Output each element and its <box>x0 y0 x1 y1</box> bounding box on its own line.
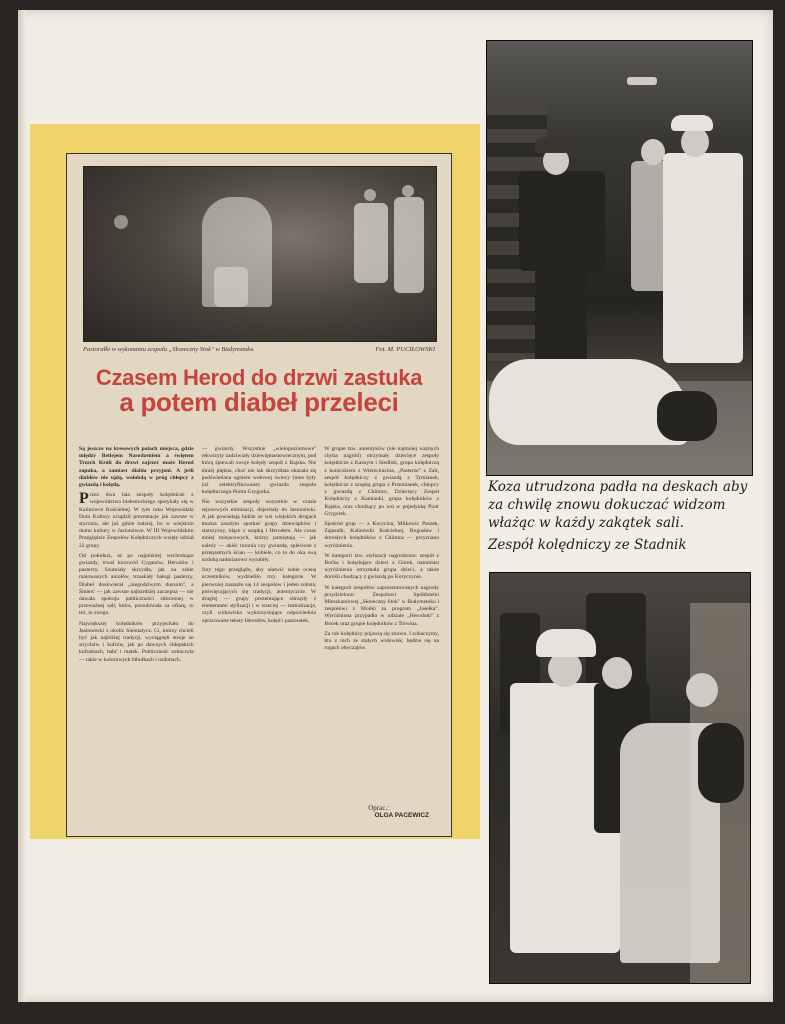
article-paragraph: Za rok kolędnicy pojawią się znowu. I zobaczymy, kto z nich ze stałych widowisk, będzie się na rogach obyczajów. <box>324 630 440 652</box>
article-paragraph: Jury tego przeglądu, aby ułatwić sobie ocenę uczestników, wydzieliło trzy kategorie. W pierwszej znalazło się 14 zespołów i jeden solista, poświęcających się tradycji, autentycznie. W drugiej — grupy prezentujące obrzędy z elementami stylizacji i w trzeciej — teatralizacje, czyli widowiska wykorzystujące odpowiednio opracowane teksty Herodów, kolęd i pastorałek. <box>201 567 317 624</box>
article-signature <box>368 804 429 819</box>
article-paragraph: Od południa, aż po najpóźniej wschodzące gwiazdy, trwał korowód Cyganów, Herodów i pasterzy. Szumiały skrzydła, jak na szkle malowanych aniołów, trzaskały bałogi pasterzy. Diabeł doskwierał „niegodziwym duszom", a Śmierć — jak zawsze najbardziej zaczepna — nie dawała spokoju publiczności stłoczonej w przeważnej sali, która, postukiwała za ofiarę, to też, to swego. <box>79 552 194 617</box>
article-paragraph: Spośród grup — z Korycina, Milkowic Paszek, Zajasnik, Kalinówki Kościelnej, Bogusław i dorosłych kolędników z Chlimca — przyznano wyróżnienia. <box>324 521 440 549</box>
handwritten-note-goat: Koza utrudzona padła na deskach aby za chwilę znowu dokuczać widzom włażąc w każdy zakątek sali. <box>488 479 748 531</box>
clipping-photo <box>83 166 437 342</box>
article-author: OLGA PACEWICZ <box>374 812 429 819</box>
signature-prefix: Oprac.: <box>368 804 389 812</box>
article-columns <box>79 446 439 786</box>
article-paragraph-text: rzez dwa lata zespoły kolędnicze z województwa białostockiego spotykały się w Kalinówce Kościelnej. W tym roku Wojewódzki Dom Kultury urządził prezentacje jak zawsze w styczniu, ale już gdzie indziej, bo w wiejskim domu kultury w Jasionówce. W III Wojewódzkim Przeglądzie Zespołów Kolędniczych wzięły udział 22 grupy. <box>79 492 194 549</box>
newspaper-clipping <box>66 153 452 837</box>
handwritten-notes <box>488 478 753 554</box>
photo-caption <box>83 346 435 353</box>
article-paragraph: Największej kolędników przyjechało do Jasionówki z okolic Siemiatycz. Ci, którzy chcieli być jak najbliżej tradycji, wyciągnęli stroje ze strychów i kufrów, jak po dawnych chłopskich kuframach, babć i matek. Publiczność zobaczyła — takie w kolorowych bibułkach i ozdobach. <box>79 620 194 663</box>
page-gutter <box>18 10 26 1002</box>
article-lead: Są jeszcze na kresowych polach miejsca, gdzie między Betlejem Narodzeniem a świętem Trzech Króli do drzwi zajrzeć może Herod zapuka, a zamiast diabła przyjoni. A jeśli diabłów nie ujdą, wołobdą w próg chłopcy z gwiazdą i kolędą. <box>79 446 194 489</box>
handwritten-note-stadniki: Zespół kolędniczy ze Stadnik <box>488 537 687 553</box>
article-paragraph: W kategorii tzw. stylizacji nagrodzono: zespół z Boćka i kolędujące dzieci z Górek, natomiast wyróżnienia otrzymała grupa dzieci, a także dorośli chodzący z gwiazdą po Koryczynie. <box>324 552 440 581</box>
article-column-1 <box>79 446 194 786</box>
article-paragraph: W grupie tzw. autentyków (nie najmniej ważnych chyba nagród) otrzymały dziecięce zespoły kolędnicze z Kasnym i Siedlisk, grupa kolędniczą z koniczkiem z Wierzchucina, „Pasterze" z Zalr, zespół kolędniczy z gwiazdą z Tymianek, kolędnicze z szopką grupa z Przemianek, chłopcy z gwiazdą z Chlimce, Dziecięcy Zespół Kolędniczy z Kamianki, grupa kolędników z Rajska, oraz chodzący po wsi w pojedynkę Piotr Grygorek. <box>324 446 440 517</box>
article-paragraph: — gwiazdy. Wszystkie „wielopoziomowe" rekwizyty zadziwiały dziewiętnastowiecznym, pod którą śpiewali swoje kolędy zespół z Rajska. Nie mniej piękna, choć nie tak skrzydlata okazała się podświetlana ogniem wołowej świecy (inne były już zelektryfikowane) gwiazda zespołu kolędniczego Piotra Grygorka. <box>201 446 317 496</box>
headline-line-2: a potem diabeł przeleci <box>119 387 399 418</box>
article-headline <box>67 366 451 416</box>
photo-carolers-goat-scene <box>486 40 753 476</box>
headline-line-1: Czasem Herod do drzwi zastuka <box>95 365 423 390</box>
photo-credit: Fot. M. PUCIŁOWSKI <box>375 346 435 353</box>
article-column-2 <box>202 446 317 786</box>
photo-carolers-stadniki <box>489 572 751 984</box>
drop-cap: P <box>79 490 89 508</box>
photo-caption-text: Pastorałki w wykonaniu zespołu „Słoneczny Stok" w Białymstoku <box>83 346 254 353</box>
article-paragraph <box>79 492 194 550</box>
article-paragraph: W kategorii zespołów zaprezentowanych nagrody przydzielono: Zespołowi Spółdzielni Mieszkaniowej „Słoneczny Stok" w Białymstoku i zespołowi z Mońki za program „Jasełka". Wyróżniona przypadła w udziale „Herodom" z Boćek oraz grupie kolędników z Tolwina. <box>324 584 440 627</box>
article-paragraph: Nie wszystkie zespoły wszystkie w czasie rejonowych eliminacji, dojechały do Jasionówki. A jak powiadają ludzie ze wsi wiejskich drogach można zaszłym spotkać grupy dziewiątków i starszyzny, idące z szopką i Herodem. Ale coraz mniej miejscowych, którzy pamiętają — jak należy — akiść turonia czy gwiazdę, splecione z przepastnych ścian — kobiele, co to do oka swą ozdobą nadmiarowo wyrobiły. <box>201 499 317 564</box>
article-column-3 <box>324 446 439 786</box>
